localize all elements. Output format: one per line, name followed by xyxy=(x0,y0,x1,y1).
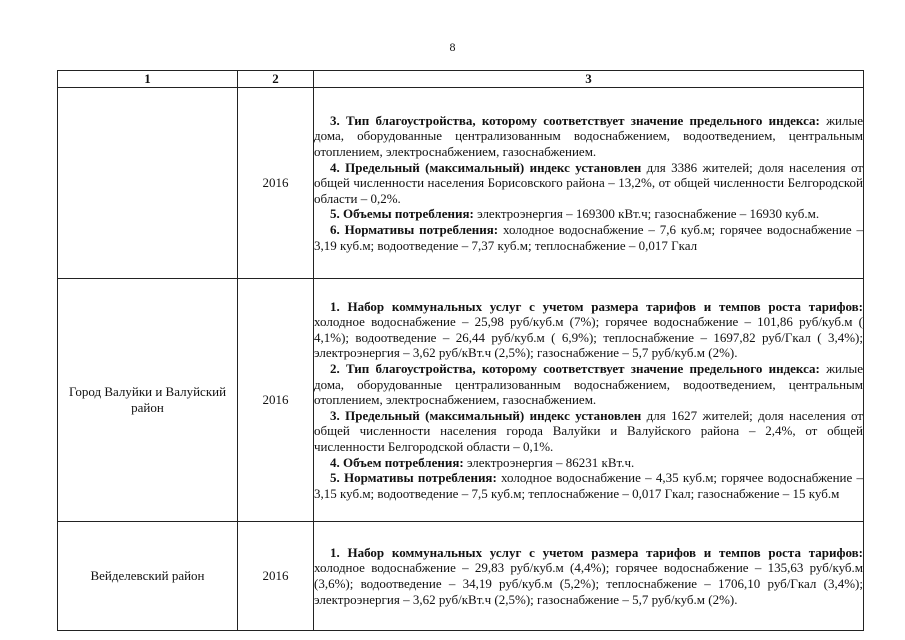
region-cell xyxy=(58,88,238,279)
table-row xyxy=(58,522,864,631)
table-row xyxy=(58,88,864,279)
paragraph-text: жилые дома, оборудованные централизованным водоснабжением, водоотведением, центральным отоплением, электроснабжением, газоснабжением. xyxy=(314,361,863,408)
paragraph xyxy=(314,545,863,607)
paragraph xyxy=(314,206,863,222)
description-cell xyxy=(314,88,864,279)
paragraph xyxy=(314,455,863,471)
region-cell: Город Валуйки и Валуйский район xyxy=(58,279,238,522)
paragraph-text: холодное водоснабжение – 4,35 куб.м; горячее водоснабжение – 3,15 куб.м; водоотведение – 7,5 куб.м; теплоснабжение – 0,017 Гкал; газоснабжение – 15 куб.м xyxy=(314,470,863,501)
paragraph-text: жилые дома, оборудованные централизованным водоснабжением, водоотведением, центральным отоплением, электроснабжением, газоснабжением. xyxy=(314,112,863,160)
paragraph-text: для 3386 жителей; доля населения от общей численности населения Борисовского района – 13,2%, от общей численности Белгородской области – 0,2%. xyxy=(314,159,863,206)
year-cell: 2016 xyxy=(238,522,314,631)
column-header-2: 2 xyxy=(238,71,314,88)
paragraph-heading: 1. Набор коммунальных услуг с учетом размера тарифов и темпов роста тарифов: xyxy=(330,544,863,560)
paragraph-text: для 1627 жителей; доля населения от общей численности населения города Валуйки и Валуйского района – 2,4%, от общей численности Белгородской области – 0,1%. xyxy=(314,407,863,454)
table-row xyxy=(58,279,864,522)
year-cell: 2016 xyxy=(238,279,314,522)
paragraph-text: холодное водоснабжение – 25,98 руб/куб.м (7%); горячее водоснабжение – 101,86 руб/куб.м ( 4,1%); водоотведение – 26,44 руб/куб.м ( 6,9%); теплоснабжение – 1697,82 руб/Гкал ( 3,4%); электроэнергия – 3,62 руб/кВт.ч (2,5%); газоснабжение – 5,7 руб/куб.м (2%). xyxy=(314,314,863,361)
paragraph-text: холодное водоснабжение – 29,83 руб/куб.м (4,4%); горячее водоснабжение – 135,63 руб/куб.м (3,6%); водоотведение – 34,19 руб/куб.м (5,2%); теплоснабжение – 1706,10 руб/Гкал (3,4%); электроэнергия – 3,62 руб/кВт.ч (2,5%); газоснабжение – 5,7 руб/куб.м (2%). xyxy=(314,560,863,607)
paragraph-heading: 4. Объем потребления: xyxy=(330,454,464,470)
description-cell xyxy=(314,522,864,631)
paragraph-text: электроэнергия – 86231 кВт.ч. xyxy=(463,454,635,470)
table-header-row xyxy=(58,71,864,88)
paragraph-heading: 4. Предельный (максимальный) индекс установлен xyxy=(330,159,642,175)
paragraph-heading: 6. Нормативы потребления: xyxy=(330,221,499,237)
paragraph xyxy=(314,113,863,160)
paragraph xyxy=(314,470,863,501)
paragraph-heading: 3. Тип благоустройства, которому соответствует значение предельного индекса: xyxy=(330,112,820,128)
paragraph-heading: 5. Объемы потребления: xyxy=(330,206,474,222)
paragraph-heading: 3. Предельный (максимальный) индекс установлен xyxy=(330,407,642,423)
paragraph xyxy=(314,160,863,207)
paragraph-heading: 5. Нормативы потребления: xyxy=(330,470,497,486)
paragraph xyxy=(314,408,863,455)
paragraph xyxy=(314,299,863,361)
column-header-1: 1 xyxy=(58,71,238,88)
page-number: 8 xyxy=(449,40,456,54)
column-header-3: 3 xyxy=(314,71,864,88)
paragraph-text: электроэнергия – 169300 кВт.ч; газоснабжение – 16930 куб.м. xyxy=(473,206,820,222)
tariff-table xyxy=(57,70,864,631)
paragraph-heading: 1. Набор коммунальных услуг с учетом размера тарифов и темпов роста тарифов: xyxy=(330,298,863,314)
paragraph xyxy=(314,361,863,408)
paragraph-text: холодное водоснабжение – 7,6 куб.м; горячее водоснабжение – 3,19 куб.м; водоотведение – 7,37 куб.м; теплоснабжение – 0,017 Гкал xyxy=(314,221,863,253)
paragraph-heading: 2. Тип благоустройства, которому соответствует значение предельного индекса: xyxy=(330,361,820,377)
paragraph xyxy=(314,222,863,253)
description-cell xyxy=(314,279,864,522)
region-cell: Вейделевский район xyxy=(58,522,238,631)
year-cell: 2016 xyxy=(238,88,314,279)
